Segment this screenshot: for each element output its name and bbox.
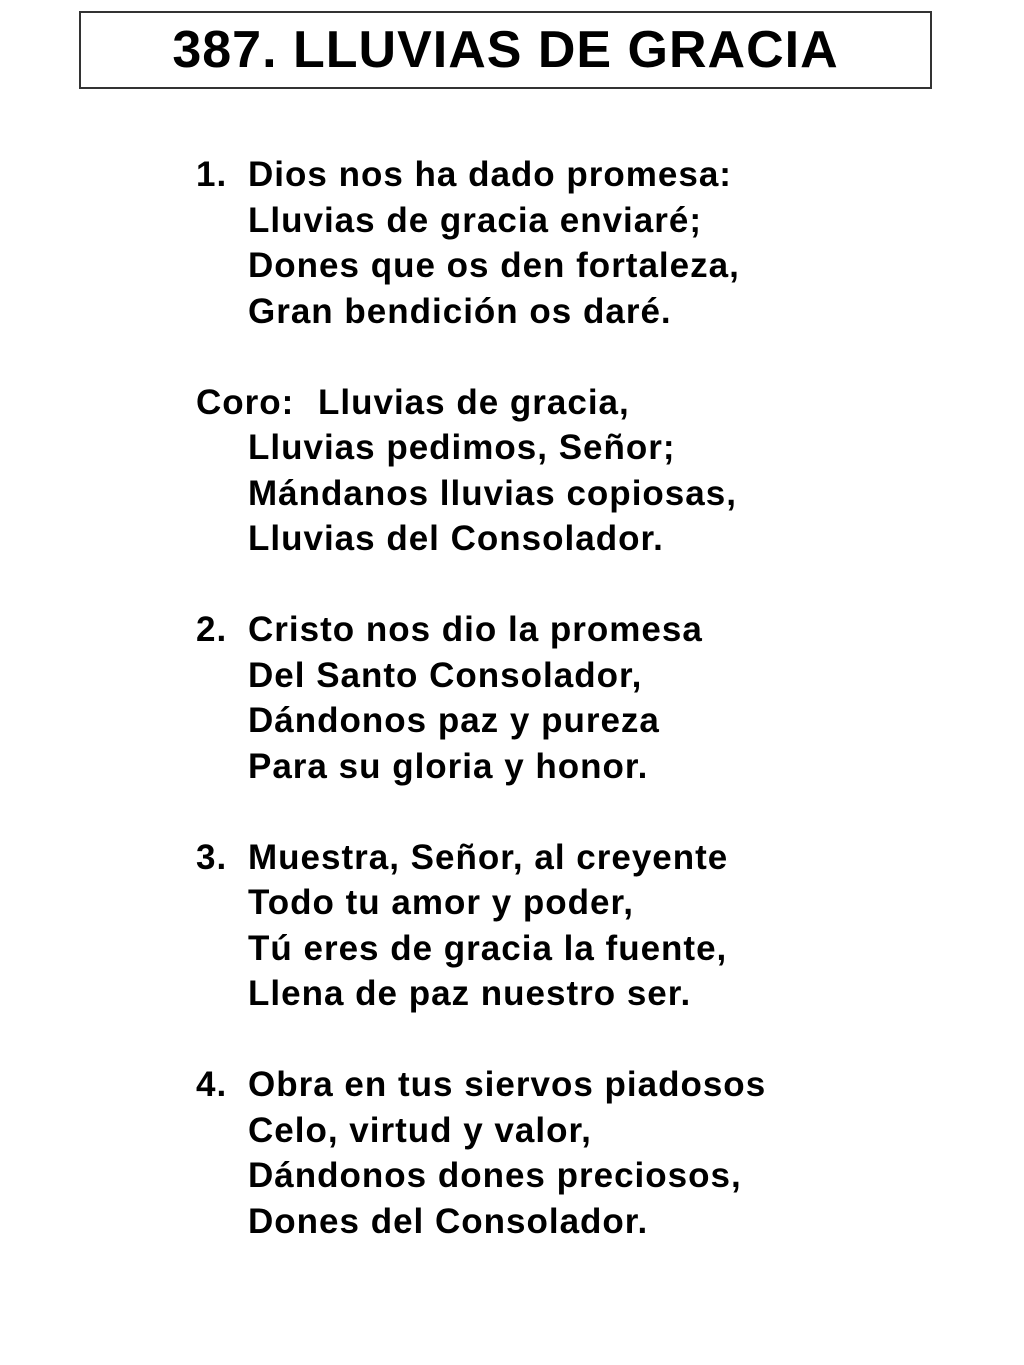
stanza-line: [196, 744, 996, 790]
title-box: [79, 11, 932, 89]
stanza-line: [196, 835, 996, 881]
stanza-line-text: Dones que os den fortaleza,: [248, 246, 740, 285]
stanza-2: [196, 607, 996, 789]
stanza-line: [196, 880, 996, 926]
stanza-line: [196, 1153, 996, 1199]
stanza-line: [196, 698, 996, 744]
stanza-line: [196, 653, 996, 699]
stanza-number: 1.: [196, 155, 228, 194]
chorus-line: [196, 425, 996, 471]
stanza-3: [196, 835, 996, 1017]
stanza-line-text: Dándonos dones preciosos,: [248, 1156, 742, 1195]
stanza-line-text: Para su gloria y honor.: [248, 746, 649, 786]
stanza-line: [196, 1108, 996, 1154]
stanza-number: 2.: [196, 610, 228, 649]
stanza-line: [196, 1062, 996, 1108]
stanza-line-text: Muestra, Señor, al creyente: [248, 837, 729, 877]
stanza-line-text: Dándonos paz y pureza: [248, 701, 660, 740]
stanza-line-text: Llena de paz nuestro ser.: [248, 974, 692, 1013]
stanza-line-text: Del Santo Consolador,: [248, 655, 643, 695]
chorus-label: Coro:: [196, 382, 295, 422]
stanza-line: [196, 971, 996, 1017]
stanza-line-text: Todo tu amor y poder,: [248, 883, 634, 922]
stanza-line-text: Dones del Consolador.: [248, 1201, 649, 1241]
stanza-line-text: Cristo nos dio la promesa: [248, 610, 703, 649]
chorus-line-text: Lluvias de gracia,: [318, 382, 630, 422]
stanza-line: [196, 243, 996, 289]
stanza-number: 4.: [196, 1065, 228, 1104]
hymn-title: 387. LLUVIAS DE GRACIA: [172, 21, 839, 79]
stanza-line-text: Tú eres de gracia la fuente,: [248, 928, 728, 968]
stanza-4: [196, 1062, 996, 1244]
stanza-line-text: Gran bendición os daré.: [248, 291, 672, 331]
stanza-1: [196, 152, 996, 334]
stanza-line-text: Lluvias de gracia enviaré;: [248, 200, 702, 240]
chorus-line-text: Lluvias del Consolador.: [248, 519, 664, 558]
stanza-line-text: Dios nos ha dado promesa:: [248, 155, 732, 194]
lyrics: [196, 152, 996, 1290]
chorus-line: [196, 380, 996, 426]
chorus: [196, 380, 996, 562]
chorus-line: [196, 471, 996, 517]
stanza-number: 3.: [196, 837, 228, 877]
stanza-line: [196, 926, 996, 972]
stanza-line-text: Obra en tus siervos piadosos: [248, 1065, 767, 1104]
stanza-line: [196, 198, 996, 244]
stanza-line: [196, 152, 996, 198]
stanza-line: [196, 1199, 996, 1245]
chorus-line-text: Lluvias pedimos, Señor;: [248, 428, 676, 467]
stanza-line-text: Celo, virtud y valor,: [248, 1110, 592, 1150]
chorus-line: [196, 516, 996, 562]
stanza-line: [196, 289, 996, 335]
chorus-line-text: Mándanos lluvias copiosas,: [248, 473, 737, 513]
stanza-line: [196, 607, 996, 653]
